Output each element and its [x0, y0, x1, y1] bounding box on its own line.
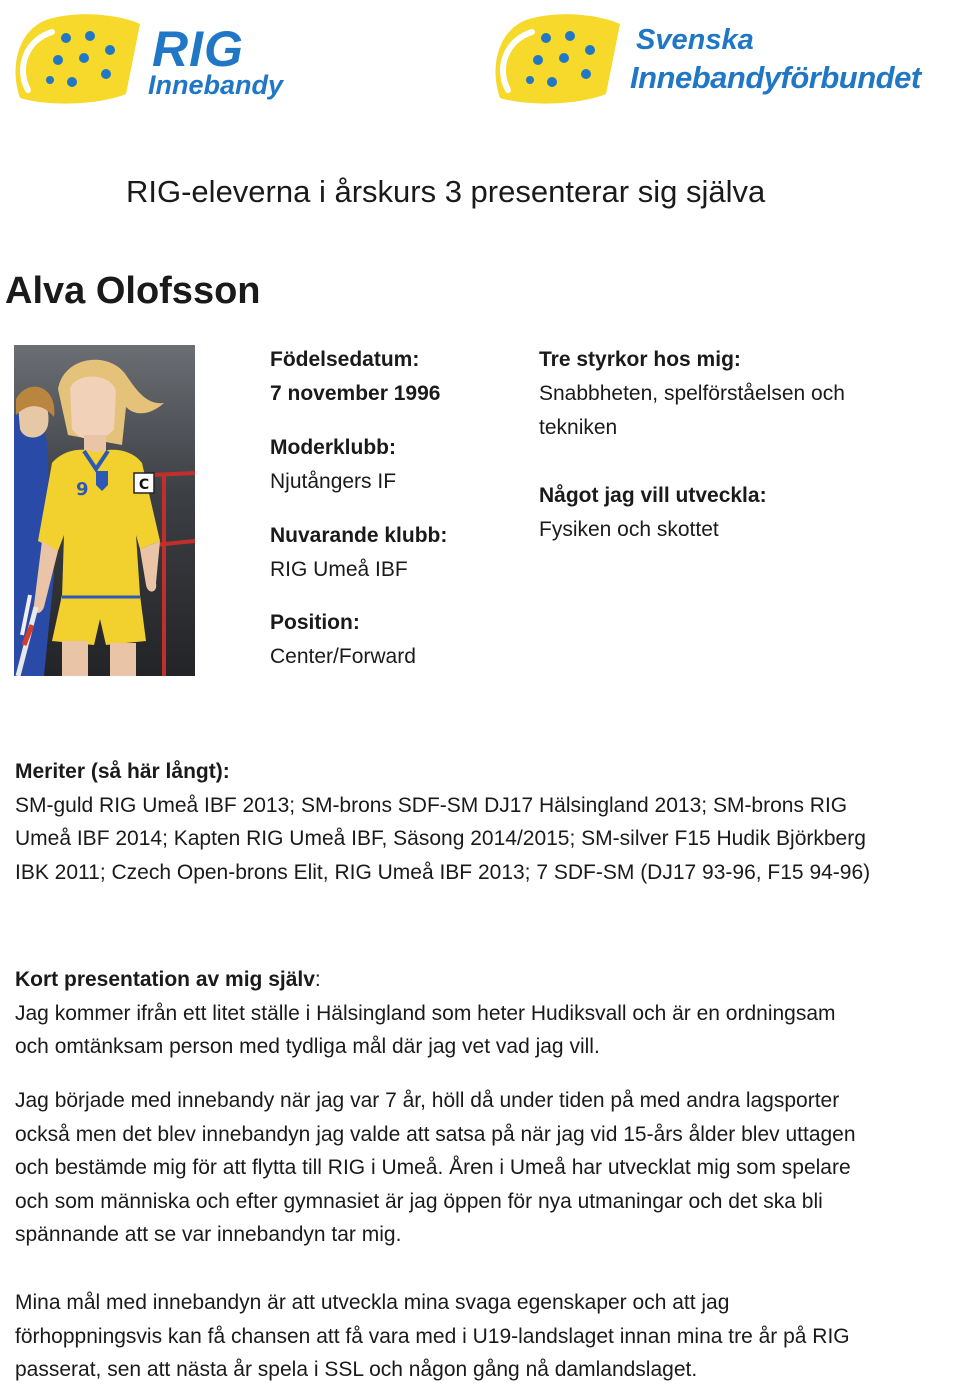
strengths-label: Tre styrkor hos mig: — [539, 348, 741, 371]
strengths-value-line1: Snabbheten, spelförståelsen och — [539, 382, 845, 405]
svg-text:C: C — [138, 477, 150, 493]
presentation-paragraph-3 — [15, 1286, 915, 1387]
svenska-logo-word: Svenska — [636, 24, 754, 56]
presentation-line: också men det blev innebandyn jag valde att satsa på när jag vid 15-års ålder blev uttagen — [15, 1122, 856, 1146]
player-name: Alva Olofsson — [5, 270, 261, 312]
presentation-line: Jag började med innebandy när jag var 7 år, höll då under tiden på med andra lagsporter — [15, 1089, 840, 1112]
presentation-line: passerat, sen att nästa år spela i SSL och någon gång nå damlandslaget. — [15, 1358, 698, 1382]
presentation-section — [15, 963, 915, 1064]
floorball-ball-icon — [486, 10, 626, 108]
presentation-line: Mina mål med innebandyn är att utveckla mina svaga egenskaper och att jag — [15, 1291, 730, 1314]
home-club-label: Moderklubb: — [270, 436, 396, 459]
presentation-line: och omtänksam person med tydliga mål där jag vet vad jag vill. — [15, 1035, 600, 1059]
merits-heading: Meriter (så här långt): — [15, 760, 230, 783]
merits-line: SM-guld RIG Umeå IBF 2013; SM-brons SDF-SM DJ17 Hälsingland 2013; SM-brons RIG — [15, 793, 848, 817]
svg-text:9: 9 — [76, 479, 89, 500]
position-label: Position: — [270, 611, 360, 634]
birthdate-value: 7 november 1996 — [270, 382, 441, 405]
develop-value: Fysiken och skottet — [539, 518, 719, 541]
strengths-value-line2: tekniken — [539, 416, 618, 439]
presentation-heading-line — [15, 963, 915, 997]
develop-label: Något jag vill utveckla: — [539, 484, 767, 507]
presentation-line: Jag kommer ifrån ett litet ställe i Hälsingland som heter Hudiksvall och är en ordningsam — [15, 1001, 836, 1025]
presentation-line: spännande att se var innebandyn tar mig. — [15, 1223, 402, 1247]
current-club-label: Nuvarande klubb: — [270, 524, 448, 547]
position-value: Center/Forward — [270, 645, 416, 668]
rig-logo-word: RIG — [152, 21, 244, 77]
rig-innebandy-logo — [6, 10, 298, 108]
home-club-value: Njutångers IF — [270, 470, 397, 493]
presentation-heading: Kort presentation av mig själv — [15, 968, 315, 991]
merits-section — [15, 755, 915, 889]
presentation-heading-colon: : — [314, 968, 321, 991]
presentation-paragraph-2 — [15, 1084, 915, 1252]
birthdate-label: Födelsedatum: — [270, 348, 420, 371]
document-title: RIG-eleverna i årskurs 3 presenterar sig själva — [126, 174, 766, 209]
innebandyforbundet-logo-word: Innebandyförbundet — [630, 60, 921, 95]
presentation-line: och bestämde mig för att flytta till RIG i Umeå. Åren i Umeå har utvecklat mig som spelare — [15, 1156, 851, 1180]
presentation-line: och som människa och efter gymnasiet är jag öppen för nya utmaningar och det ska bli — [15, 1189, 823, 1213]
presentation-line: förhoppningsvis kan få chansen att få vara med i U19-landslaget innan mina tre år på RIG — [15, 1324, 850, 1348]
floorball-ball-icon — [6, 10, 146, 108]
innebandy-logo-word: Innebandy — [148, 70, 284, 100]
merits-line: IBK 2011; Czech Open-brons Elit, RIG Umeå IBF 2013; 7 SDF-SM (DJ17 93-96, F15 94-96) — [15, 860, 871, 884]
current-club-value: RIG Umeå IBF — [270, 558, 408, 581]
merits-line: Umeå IBF 2014; Kapten RIG Umeå IBF, Säsong 2014/2015; SM-silver F15 Hudik Björkberg — [15, 827, 866, 851]
svenska-innebandyforbundet-logo — [486, 10, 956, 108]
player-photo — [14, 345, 195, 676]
